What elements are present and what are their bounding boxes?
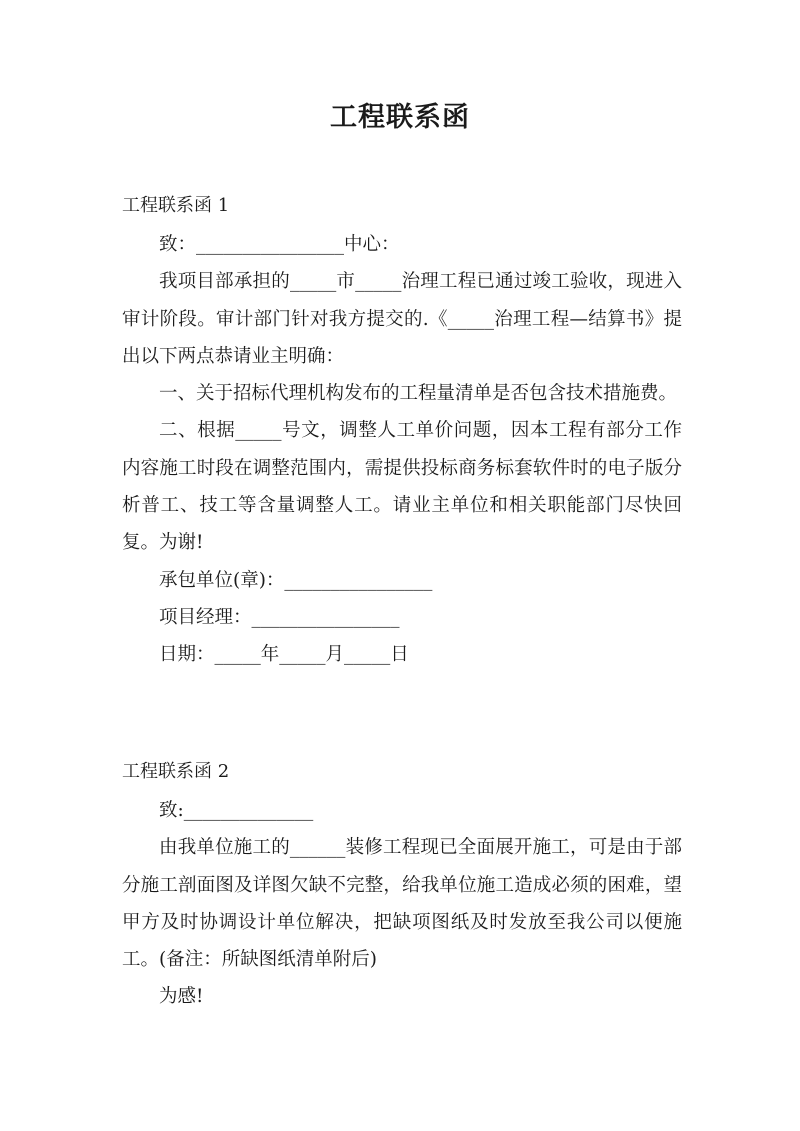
letter-1 [122,186,682,674]
letter-2-heading: 工程联系函 2 [122,761,230,782]
document-title: 工程联系函 [330,102,470,133]
letter-2 [122,752,682,1016]
letter-1-item-1: 一、关于招标代理机构发布的工程量清单是否包含技术措施费。 [159,383,678,405]
letter-1-date: 日期：_____年_____月_____日 [159,644,409,666]
letter-1-recipient: 致：________________中心： [159,234,400,255]
letter-1-heading: 工程联系函 1 [122,195,230,216]
letter-2-recipient: 致:______________ [159,800,314,821]
letter-1-contractor-signature: 承包单位(章)：________________ [159,569,433,591]
letter-1-paragraph: 我项目部承担的_____市_____治理工程已通过竣工验收，现进入审计阶段。审计部门针对我方提交的.《_____治理工程—结算书》提出以下两点恭请业主明确： [122,271,682,367]
letter-2-thanks: 为感! [159,986,204,1008]
letter-2-paragraph: 由我单位施工的______装修工程现已全面展开施工，可是由于部分施工剖面图及详图欠缺不完整，给我单位施工造成必须的困难，望甲方及时协调设计单位解决，把缺项图纸及时发放至我公司以便施工。(备注：所缺图纸清单附后) [122,837,682,971]
letter-1-project-manager: 项目经理：________________ [159,606,400,628]
letter-1-item-2: 二、根据_____号文，调整人工单价问题，因本工程有部分工作内容施工时段在调整范围内，需提供投标商务标套软件时的电子版分析普工、技工等含量调整人工。请业主单位和相关职能部门尽快回复。为谢! [122,420,682,554]
